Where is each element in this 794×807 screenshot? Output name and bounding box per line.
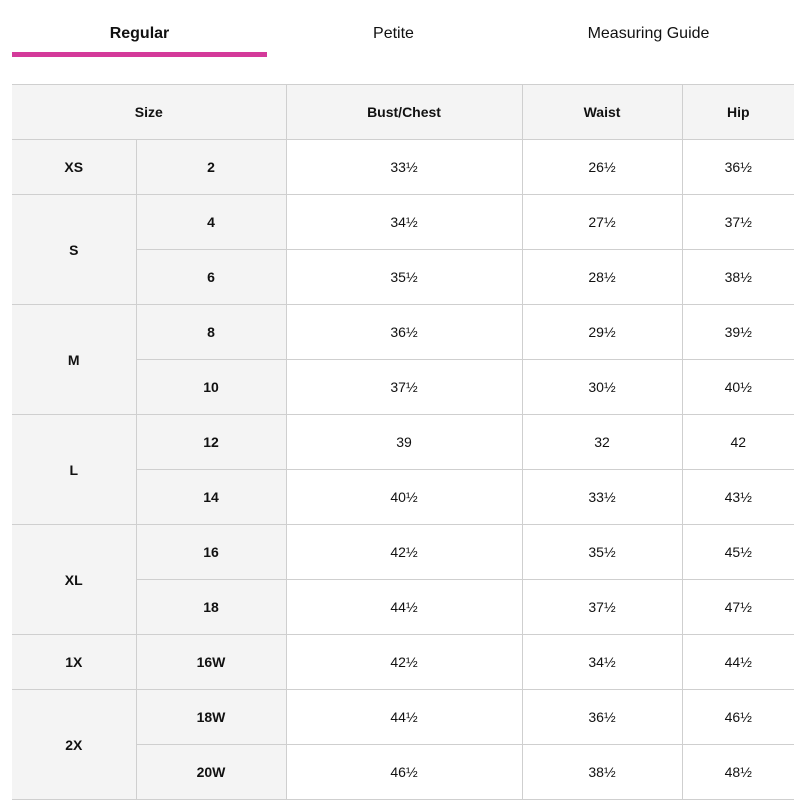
table-row (12, 305, 794, 360)
size-number-cell: 10 (136, 360, 286, 415)
waist-cell: 38½ (522, 745, 682, 800)
table-row (12, 635, 794, 690)
hip-cell: 42 (682, 415, 794, 470)
table-row (12, 690, 794, 745)
tab-regular-label: Regular (109, 25, 170, 42)
waist-cell: 27½ (522, 195, 682, 250)
bust-chest-cell: 46½ (286, 745, 522, 800)
table-row (12, 415, 794, 470)
waist-cell: 29½ (522, 305, 682, 360)
size-number-cell: 18 (136, 580, 286, 635)
hip-cell: 40½ (682, 360, 794, 415)
tab-petite-label: Petite (373, 25, 414, 42)
size-number-cell: 2 (136, 140, 286, 195)
size-number-cell: 16 (136, 525, 286, 580)
bust-chest-cell: 39 (286, 415, 522, 470)
hip-cell: 45½ (682, 525, 794, 580)
size-letter-cell: M (12, 305, 136, 415)
header-size: Size (12, 85, 286, 140)
header-bust-chest: Bust/Chest (286, 85, 522, 140)
hip-cell: 43½ (682, 470, 794, 525)
size-number-cell: 14 (136, 470, 286, 525)
size-number-cell: 16W (136, 635, 286, 690)
waist-cell: 37½ (522, 580, 682, 635)
waist-cell: 32 (522, 415, 682, 470)
size-number-cell: 20W (136, 745, 286, 800)
bust-chest-cell: 42½ (286, 635, 522, 690)
waist-cell: 26½ (522, 140, 682, 195)
waist-cell: 28½ (522, 250, 682, 305)
bust-chest-cell: 34½ (286, 195, 522, 250)
bust-chest-cell: 40½ (286, 470, 522, 525)
table-header-row (12, 85, 794, 140)
hip-cell: 48½ (682, 745, 794, 800)
bust-chest-cell: 36½ (286, 305, 522, 360)
size-number-cell: 6 (136, 250, 286, 305)
size-number-cell: 12 (136, 415, 286, 470)
hip-cell: 46½ (682, 690, 794, 745)
size-tabs (0, 0, 794, 60)
size-letter-cell: L (12, 415, 136, 525)
table-row (12, 140, 794, 195)
size-number-cell: 18W (136, 690, 286, 745)
size-chart-table (12, 84, 794, 800)
hip-cell: 36½ (682, 140, 794, 195)
size-letter-cell: 1X (12, 635, 136, 690)
bust-chest-cell: 44½ (286, 690, 522, 745)
hip-cell: 44½ (682, 635, 794, 690)
hip-cell: 39½ (682, 305, 794, 360)
tab-measuring-guide-label: Measuring Guide (587, 25, 710, 42)
bust-chest-cell: 33½ (286, 140, 522, 195)
waist-cell: 36½ (522, 690, 682, 745)
hip-cell: 47½ (682, 580, 794, 635)
tab-measuring-guide[interactable] (521, 0, 776, 60)
table-row (12, 525, 794, 580)
hip-cell: 38½ (682, 250, 794, 305)
size-chart-body (12, 140, 794, 800)
size-letter-cell: 2X (12, 690, 136, 800)
bust-chest-cell: 42½ (286, 525, 522, 580)
size-letter-cell: XS (12, 140, 136, 195)
size-number-cell: 4 (136, 195, 286, 250)
tab-petite[interactable] (266, 0, 521, 60)
waist-cell: 35½ (522, 525, 682, 580)
header-waist: Waist (522, 85, 682, 140)
size-letter-cell: XL (12, 525, 136, 635)
header-hip: Hip (682, 85, 794, 140)
bust-chest-cell: 44½ (286, 580, 522, 635)
table-row (12, 195, 794, 250)
hip-cell: 37½ (682, 195, 794, 250)
bust-chest-cell: 37½ (286, 360, 522, 415)
size-number-cell: 8 (136, 305, 286, 360)
size-letter-cell: S (12, 195, 136, 305)
waist-cell: 30½ (522, 360, 682, 415)
tab-regular[interactable] (12, 0, 267, 60)
bust-chest-cell: 35½ (286, 250, 522, 305)
waist-cell: 33½ (522, 470, 682, 525)
waist-cell: 34½ (522, 635, 682, 690)
